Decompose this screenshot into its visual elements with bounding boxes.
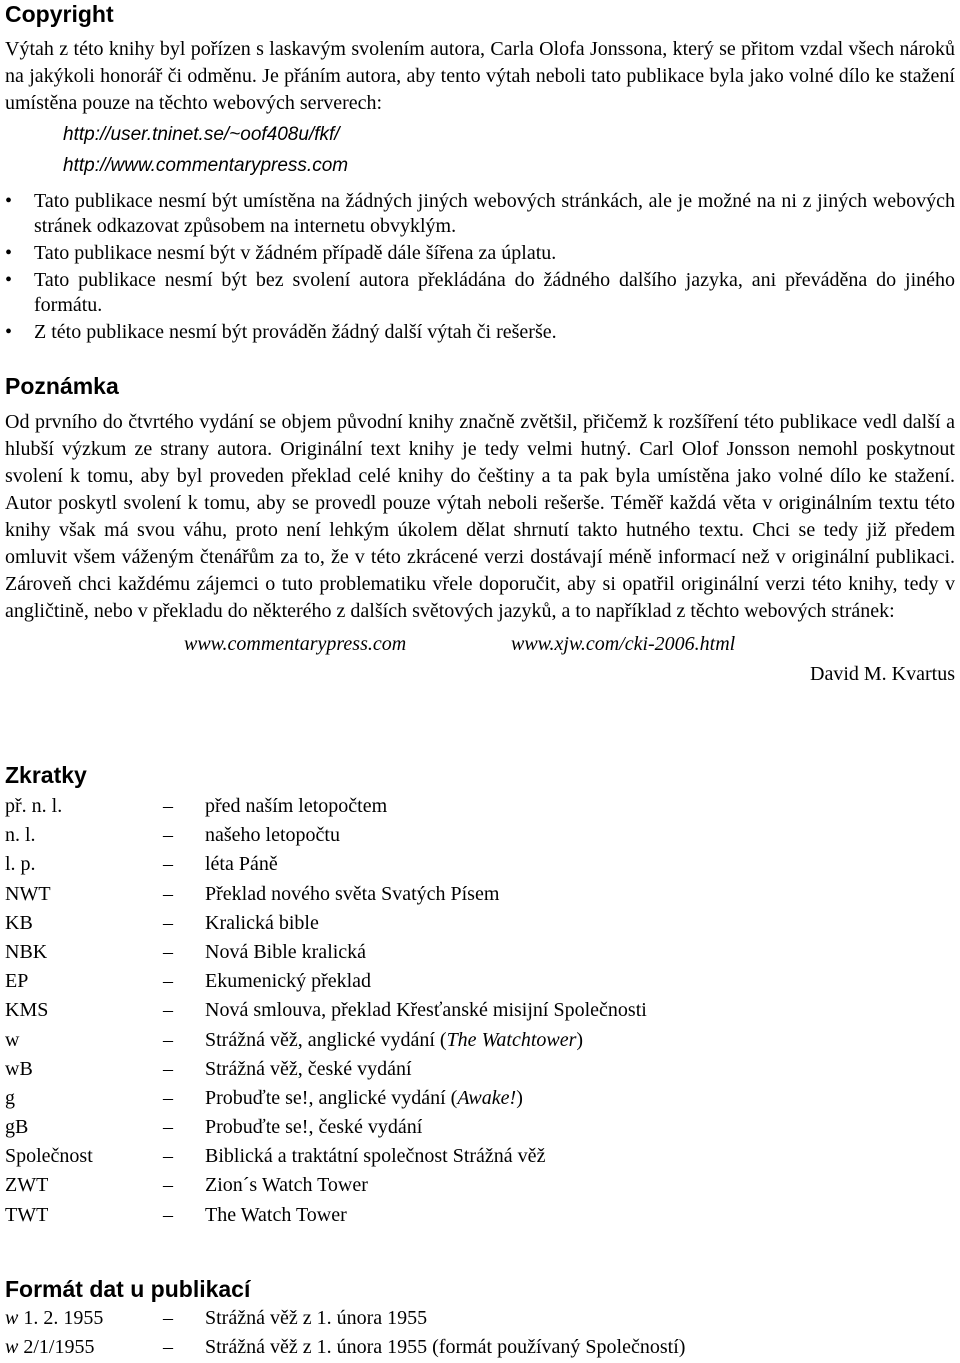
abbr-value: Ekumenický překlad — [205, 970, 372, 993]
rule-text: Z této publikace nesmí být prováděn žádný další výtah či rešerše. — [34, 321, 557, 343]
abbreviations-section — [5, 761, 955, 1230]
abbreviations-list — [5, 792, 955, 1230]
abbr-key: př. n. l. — [5, 795, 63, 817]
date-format-list — [5, 1304, 955, 1362]
abbreviation-row — [5, 909, 955, 938]
date-format-heading: Formát dat u publikací — [5, 1276, 251, 1302]
dash: – — [163, 940, 173, 963]
abbr-key: EP — [5, 970, 29, 993]
dash: – — [163, 853, 173, 876]
copyright-intro: Výtah z této knihy byl pořízen s laskavým svolením autora, Carla Olofa Jonssona, který se přitom vzdal všech nároků na jakýkoli honorář či odměnu. Je přáním autora, aby tento výtah neboli tato publikace byla jako volné dílo ke stažení umístěna pouze na těchto webových serverech: — [5, 38, 955, 114]
abbreviation-row — [5, 967, 955, 996]
date-format-section — [5, 1275, 955, 1362]
dash: – — [163, 1145, 173, 1168]
abbr-key: KB — [5, 911, 33, 934]
dash: – — [163, 911, 173, 934]
rule-item — [5, 241, 955, 266]
abbr-value: Probuďte se!, anglické vydání (Awake!) — [205, 1086, 523, 1109]
abbreviation-row — [5, 1171, 955, 1200]
abbr-key: n. l. — [5, 824, 36, 847]
dash: – — [163, 1057, 173, 1080]
dash: – — [163, 1028, 173, 1051]
note-body: Od prvního do čtvrtého vydání se objem původní knihy značně zvětšil, přičemž k rozšíření této publikace vedl další a hlubší výzkum ze strany autora. Originální text knihy je tedy velmi hutný. Carl Olof Jonsson nemohl poskytnout svolení k tomu, aby byl proveden překlad celé knihy do češtiny a ta pak byla umístěna jako volné dílo ke stažení. Autor poskytl svolení k tomu, aby se provedl pouze výtah neboli rešerše. Téměř každá věta v originálním textu této knihy však má svou váhu, proto není lehkým úkolem dělat shrnutí takto hutného textu. Chci se tedy již předem omluvit všem váženým čtenářům za to, že v této zkrácené verzi dostávají méně informací než v originální publikaci. Zároveň chci každému zájemci o tuto problematiku vřele doporučit, aby si opatřil originální verzi této knihy, tedy v angličtině, nebo v překladu do některého z dalších světových jazyků, a to například z těchto webových stránek: — [5, 411, 955, 622]
dash: – — [163, 1116, 173, 1139]
dash: – — [163, 1086, 173, 1109]
abbr-key: TWT — [5, 1203, 49, 1226]
link-commentarypress[interactable]: www.commentarypress.com — [184, 633, 407, 655]
dash: – — [163, 1174, 173, 1197]
bullet-icon: • — [5, 242, 13, 264]
copyright-heading: Copyright — [5, 1, 114, 27]
abbr-value: léta Páně — [205, 853, 278, 876]
rule-item — [5, 320, 955, 345]
note-heading: Poznámka — [5, 373, 119, 399]
abbr-key: l. p. — [5, 853, 36, 876]
dash: – — [163, 1307, 173, 1329]
abbr-key: NWT — [5, 882, 51, 905]
abbreviation-row — [5, 880, 955, 909]
abbr-value: Zion´s Watch Tower — [205, 1174, 368, 1197]
link-xjw[interactable]: www.xjw.com/cki-2006.html — [511, 633, 736, 655]
abbreviation-row — [5, 938, 955, 967]
copyright-rules — [5, 189, 955, 345]
rule-item — [5, 268, 955, 318]
rule-text: Tato publikace nesmí být v žádném případě dále šířena za úplatu. — [34, 242, 557, 264]
abbr-value: The Watch Tower — [205, 1203, 347, 1226]
abbr-value: našeho letopočtu — [205, 824, 340, 847]
format-value: Strážná věž z 1. února 1955 (formát používaný Společností) — [205, 1336, 686, 1358]
abbr-key: w — [5, 1028, 20, 1051]
abbr-key: ZWT — [5, 1174, 49, 1197]
format-value: Strážná věž z 1. února 1955 — [205, 1307, 428, 1329]
bullet-icon: • — [5, 190, 13, 212]
url-tninet[interactable]: http://user.tninet.se/~oof408u/fkf/ — [63, 124, 340, 145]
date-format-row — [5, 1333, 955, 1362]
abbreviation-row — [5, 1084, 955, 1113]
abbreviation-row — [5, 792, 955, 821]
dash: – — [163, 1336, 173, 1358]
abbr-key: wB — [5, 1057, 33, 1080]
dash: – — [163, 824, 173, 847]
abbreviation-row — [5, 850, 955, 879]
abbr-value: Nová Bible kralická — [205, 940, 367, 963]
abbr-value: Strážná věž, anglické vydání (The Watchtower) — [205, 1028, 584, 1051]
abbr-key: gB — [5, 1116, 29, 1139]
format-key: w 1. 2. 1955 — [5, 1307, 104, 1329]
abbreviation-row — [5, 1026, 955, 1055]
url-commentarypress[interactable]: http://www.commentarypress.com — [63, 155, 349, 176]
abbreviation-row — [5, 1142, 955, 1171]
rule-text: Tato publikace nesmí být bez svolení autora překládána do žádného dalšího jazyka, ani převáděna do jiného formátu. — [34, 269, 955, 316]
abbr-value: Probuďte se!, české vydání — [205, 1116, 423, 1139]
abbr-value: Biblická a traktátní společnost Strážná věž — [205, 1145, 546, 1168]
dash: – — [163, 795, 173, 817]
abbr-value: Strážná věž, české vydání — [205, 1057, 412, 1080]
abbr-value: Nová smlouva, překlad Křesťanské misijní Společnosti — [205, 999, 647, 1022]
bullet-icon: • — [5, 321, 13, 343]
rule-item — [5, 189, 955, 239]
note-section — [5, 372, 955, 686]
abbr-value: před naším letopočtem — [205, 795, 388, 817]
abbr-value: Kralická bible — [205, 911, 319, 934]
abbreviation-row — [5, 996, 955, 1025]
abbr-value: Překlad nového světa Svatých Písem — [205, 882, 500, 905]
abbreviation-row — [5, 1201, 955, 1230]
abbr-key: KMS — [5, 999, 49, 1022]
abbr-key: NBK — [5, 940, 48, 963]
rule-text: Tato publikace nesmí být umístěna na žádných jiných webových stránkách, ale je možné na ni z jiných webových stránek odkazovat způsobem na internetu obvyklým. — [34, 190, 955, 237]
dash: – — [163, 970, 173, 993]
format-key: w 2/1/1955 — [5, 1336, 95, 1358]
bullet-icon: • — [5, 269, 13, 291]
dash: – — [163, 1203, 173, 1226]
abbreviations-heading: Zkratky — [5, 762, 87, 788]
abbreviation-row — [5, 1113, 955, 1142]
dash: – — [163, 999, 173, 1022]
signature: David M. Kvartus — [810, 663, 955, 685]
abbreviation-row — [5, 821, 955, 850]
date-format-row — [5, 1304, 955, 1333]
abbreviation-row — [5, 1055, 955, 1084]
abbr-key: g — [5, 1086, 15, 1109]
dash: – — [163, 882, 173, 905]
copyright-section — [5, 0, 955, 345]
abbr-key: Společnost — [5, 1145, 93, 1168]
